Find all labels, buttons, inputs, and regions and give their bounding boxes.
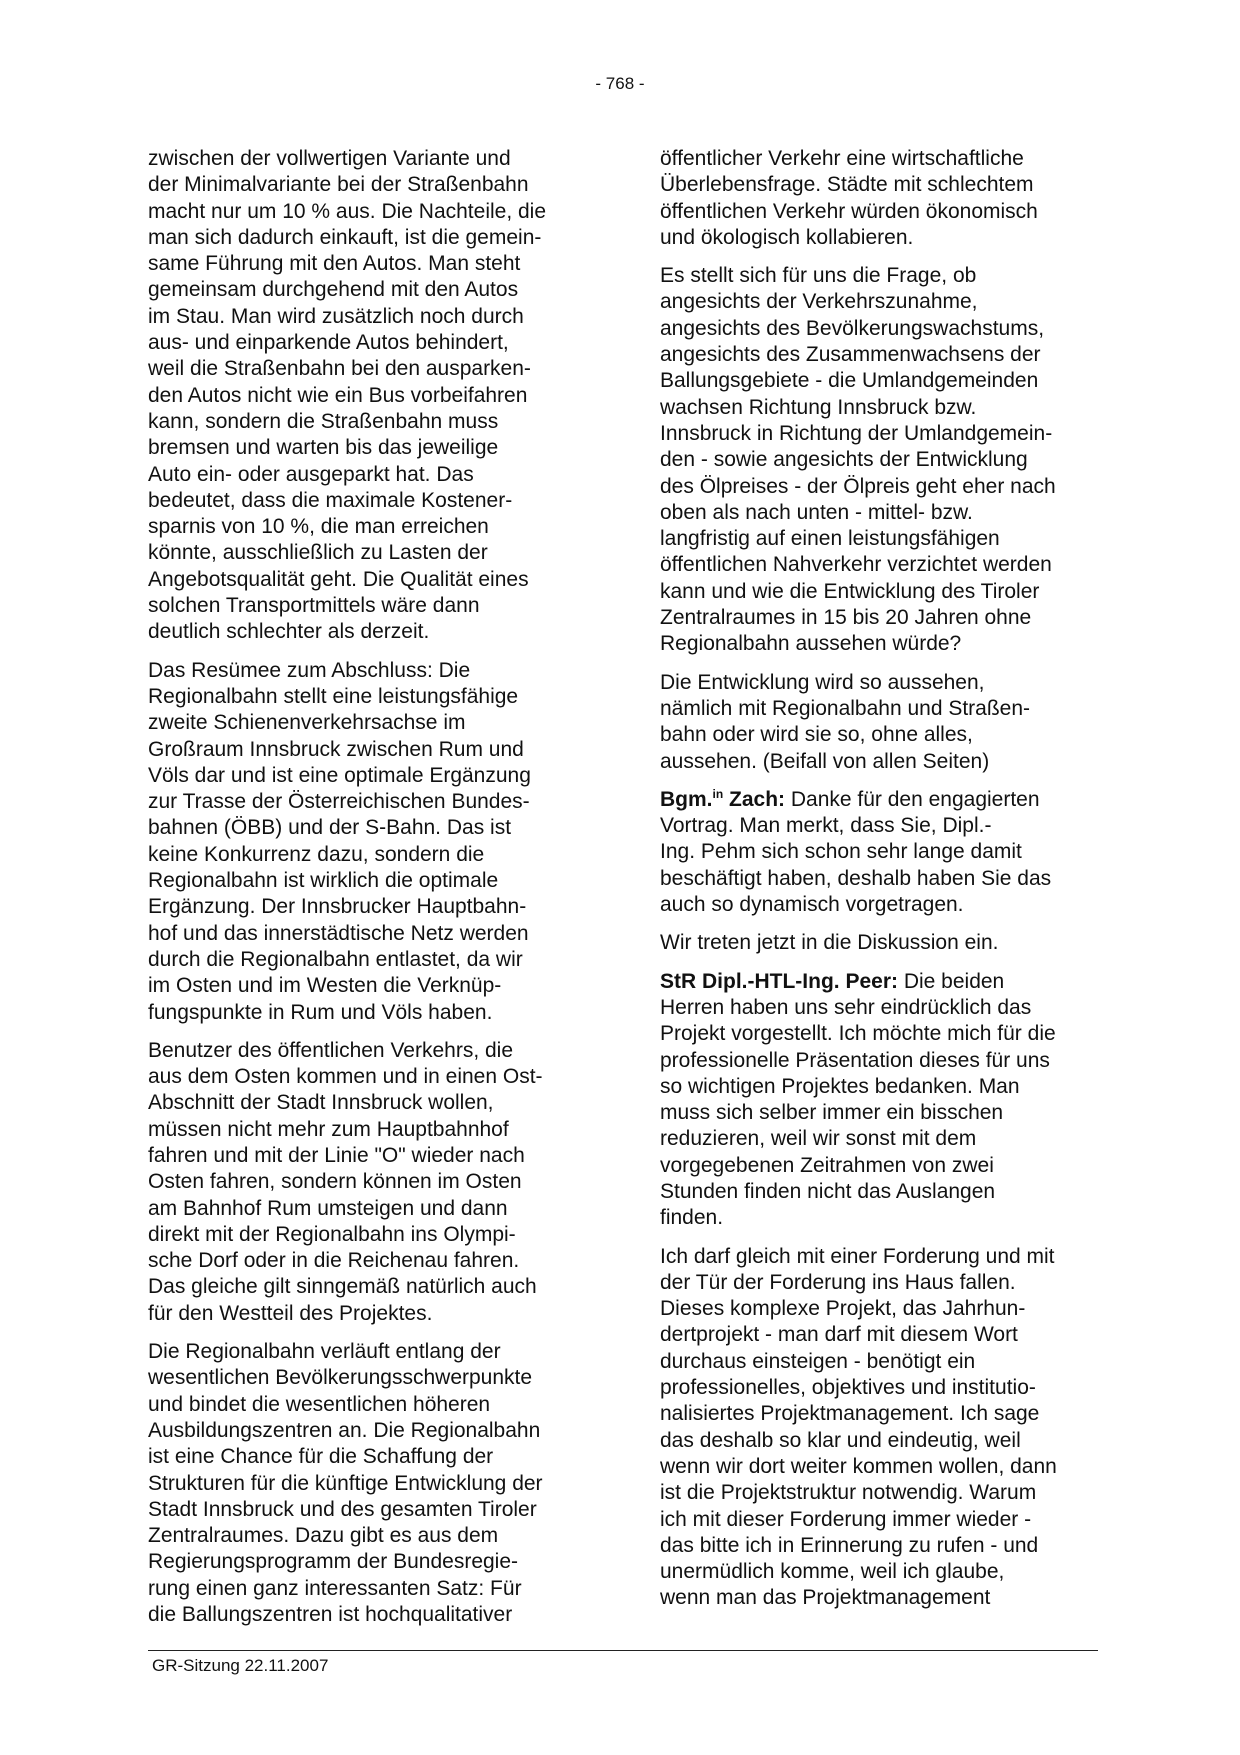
text-line: Angebotsqualität geht. Die Qualität eines: [148, 567, 529, 591]
text-line: den - sowie angesichts der Entwicklung: [660, 448, 1028, 472]
text-line: macht nur um 10 % aus. Die Nachteile, die: [148, 199, 547, 223]
text-line: Projekt vorgestellt. Ich möchte mich für die: [660, 1022, 1056, 1046]
text-line: wesentlichen Bevölkerungsschwerpunkte: [148, 1366, 533, 1390]
text-line: aus dem Osten kommen und in einen Ost-: [148, 1065, 543, 1089]
text-line: Benutzer des öffentlichen Verkehrs, die: [148, 1038, 514, 1062]
text-line: Die Regionalbahn verläuft entlang der: [148, 1340, 501, 1364]
text-line: zur Trasse der Österreichischen Bundes-: [148, 790, 530, 814]
text-line: Das Resümee zum Abschluss: Die: [148, 658, 471, 682]
text-line: bedeutet, dass die maximale Kostener-: [148, 488, 513, 512]
speech-mayor: [660, 787, 1098, 918]
text-line: angesichts des Bevölkerungswachstums,: [660, 316, 1045, 340]
text-line: hof und das innerstädtische Netz werden: [148, 921, 529, 945]
text-line: Das gleiche gilt sinngemäß natürlich auch: [148, 1275, 537, 1299]
text-line: bahn oder wird sie so, ohne alles,: [660, 723, 973, 747]
text-line: fungspunkte in Rum und Völs haben.: [148, 1000, 493, 1024]
text-line: Osten fahren, sondern können im Osten: [148, 1170, 522, 1194]
text-line: finden.: [660, 1206, 724, 1230]
text-line: Stadt Innsbruck und des gesamten Tiroler: [148, 1497, 537, 1521]
text-line: nalisiertes Projektmanagement. Ich sage: [660, 1402, 1040, 1426]
text-line: bremsen und warten bis das jeweilige: [148, 436, 499, 460]
paragraph: [660, 930, 1098, 956]
paragraph: [148, 658, 586, 1026]
speech-peer: [660, 969, 1098, 1232]
text-line: wenn man das Projektmanagement: [660, 1586, 991, 1610]
footer-text: GR-Sitzung 22.11.2007: [152, 1656, 329, 1675]
text-line: Ausbildungszentren an. Die Regionalbahn: [148, 1418, 541, 1442]
text-line: sche Dorf oder in die Reichenau fahren.: [148, 1249, 520, 1273]
text-line: der Tür der Forderung ins Haus fallen.: [660, 1270, 1016, 1294]
text-line: und bindet die wesentlichen höheren: [148, 1392, 491, 1416]
text-line: das deshalb so klar und eindeutig, weil: [660, 1428, 1021, 1452]
text-line: durch die Regionalbahn entlastet, da wir: [148, 947, 523, 971]
text-line: bahnen (ÖBB) und der S-Bahn. Das ist: [148, 816, 512, 840]
paragraph: [660, 146, 1098, 251]
text-line: öffentlichen Nahverkehr verzichtet werden: [660, 553, 1052, 577]
text-line: müssen nicht mehr zum Hauptbahnhof: [148, 1117, 509, 1141]
text-line: Völs dar und ist eine optimale Ergänzung: [148, 763, 531, 787]
paragraph: [148, 1339, 586, 1628]
text-line: Zentralraumes. Dazu gibt es aus dem: [148, 1524, 499, 1548]
text-line: Zentralraumes in 15 bis 20 Jahren ohne: [660, 606, 1032, 630]
text-line: oben als nach unten - mittel- bzw.: [660, 500, 973, 524]
text-line: keine Konkurrenz dazu, sondern die: [148, 842, 485, 866]
paragraph: [660, 263, 1098, 657]
text-line: ich mit dieser Forderung immer wieder -: [660, 1507, 1032, 1531]
text-line: wachsen Richtung Innsbruck bzw.: [660, 395, 977, 419]
text-line: direkt mit der Regionalbahn ins Olympi-: [148, 1222, 516, 1246]
text-line: deutlich schlechter als derzeit.: [148, 620, 430, 644]
text-line: unermüdlich komme, weil ich glaube,: [660, 1560, 1005, 1584]
text-line: Vortrag. Man merkt, dass Sie, Dipl.-: [660, 814, 992, 838]
text-line: man sich dadurch einkauft, ist die gemein-: [148, 225, 542, 249]
text-line: Ich darf gleich mit einer Forderung und mit: [660, 1244, 1055, 1268]
text-line: durchaus einsteigen - benötigt ein: [660, 1349, 976, 1373]
left-column: [148, 146, 586, 1640]
paragraph: [660, 670, 1098, 775]
text-line: Großraum Innsbruck zwischen Rum und: [148, 737, 524, 761]
text-line: rung einen ganz interessanten Satz: Für: [148, 1576, 522, 1600]
text-line: öffentlicher Verkehr eine wirtschaftliche: [660, 147, 1024, 170]
text-line: Strukturen für die künftige Entwicklung der: [148, 1471, 543, 1495]
text-line: zweite Schienenverkehrsachse im: [148, 711, 466, 735]
paragraph: [148, 146, 586, 646]
text-line: same Führung mit den Autos. Man steht: [148, 252, 521, 276]
text-line: muss sich selber immer ein bisschen: [660, 1101, 1004, 1125]
text-line: gemeinsam durchgehend mit den Autos: [148, 278, 519, 302]
text-line: dertprojekt - man darf mit diesem Wort: [660, 1323, 1018, 1347]
text-line: Wir treten jetzt in die Diskussion ein.: [660, 931, 999, 955]
page-number: - 768 -: [595, 74, 645, 93]
text-line: Herren haben uns sehr eindrücklich das: [660, 995, 1032, 1019]
text-line: öffentlichen Verkehr würden ökonomisch: [660, 199, 1038, 223]
text-line: Ergänzung. Der Innsbrucker Hauptbahn-: [148, 895, 527, 919]
text-line: im Osten und im Westen die Verknüp-: [148, 974, 502, 998]
text-line: ist die Projektstruktur notwendig. Warum: [660, 1481, 1037, 1505]
text-line: Es stellt sich für uns die Frage, ob: [660, 264, 977, 288]
text-line: angesichts der Verkehrszunahme,: [660, 290, 978, 314]
text-line: zwischen der vollwertigen Variante und: [148, 147, 511, 170]
text-line: Die Entwicklung wird so aussehen,: [660, 670, 985, 694]
right-column: [660, 146, 1098, 1624]
text-line: vorgegebenen Zeitrahmen von zwei: [660, 1153, 994, 1177]
text-line: so wichtigen Projektes bedanken. Man: [660, 1074, 1020, 1098]
speaker-name: StR Dipl.-HTL-Ing. Peer:: [660, 969, 898, 993]
text-line: sparnis von 10 %, die man erreichen: [148, 515, 489, 539]
text-line: Auto ein- oder ausgeparkt hat. Das: [148, 462, 474, 486]
text-line: kann und wie die Entwicklung des Tiroler: [660, 579, 1040, 603]
speech-first-line: Bgm.$^{in}$ Zach: Danke für den engagierten: [660, 786, 1040, 811]
text-line: reduzieren, weil wir sonst mit dem: [660, 1127, 977, 1151]
text-line: Regierungsprogramm der Bundesregie-: [148, 1550, 519, 1574]
text-line: Abschnitt der Stadt Innsbruck wollen,: [148, 1091, 494, 1115]
text-line: kann, sondern die Straßenbahn muss: [148, 409, 499, 433]
text-line: Dieses komplexe Projekt, das Jahrhun-: [660, 1297, 1026, 1321]
text-line: des Ölpreises - der Ölpreis geht eher nach: [660, 474, 1056, 498]
text-line: das bitte ich in Erinnerung zu rufen - und: [660, 1533, 1039, 1557]
text-line: professionelle Präsentation dieses für uns: [660, 1048, 1050, 1072]
text-line: aussehen. (Beifall von allen Seiten): [660, 749, 990, 773]
text-line: fahren und mit der Linie "O" wieder nach: [148, 1143, 525, 1167]
text-line: auch so dynamisch vorgetragen.: [660, 893, 964, 917]
text-line: aus- und einparkende Autos behindert,: [148, 331, 509, 355]
text-line: solchen Transportmittels wäre dann: [148, 594, 480, 618]
speaker-name: Bgm.$^{in}$ Zach:: [660, 786, 786, 811]
text-line: Ballungsgebiete - die Umlandgemeinden: [660, 369, 1039, 393]
text-line: Stunden finden nicht das Auslangen: [660, 1179, 996, 1203]
text-line: Regionalbahn stellt eine leistungsfähige: [148, 684, 519, 708]
text-line: Regionalbahn ist wirklich die optimale: [148, 869, 499, 893]
footer-rule: [148, 1650, 1098, 1651]
text-line: und ökologisch kollabieren.: [660, 225, 914, 249]
text-line: könnte, ausschließlich zu Lasten der: [148, 541, 488, 565]
text-line: Innsbruck in Richtung der Umlandgemein-: [660, 421, 1053, 445]
text-line: der Minimalvariante bei der Straßenbahn: [148, 173, 529, 197]
text-line: angesichts des Zusammenwachsens der: [660, 343, 1041, 367]
text-line: für den Westteil des Projektes.: [148, 1301, 433, 1325]
text-line: im Stau. Man wird zusätzlich noch durch: [148, 304, 524, 328]
speech-first-line: StR Dipl.-HTL-Ing. Peer: Die beiden: [660, 969, 1005, 993]
text-line: professionelles, objektives und institutio-: [660, 1376, 1036, 1400]
text-line: am Bahnhof Rum umsteigen und dann: [148, 1196, 508, 1220]
text-line: ist eine Chance für die Schaffung der: [148, 1445, 494, 1469]
text-line: Regionalbahn aussehen würde?: [660, 632, 962, 656]
text-line: Überlebensfrage. Städte mit schlechtem: [660, 173, 1034, 197]
text-line: nämlich mit Regionalbahn und Straßen-: [660, 696, 1031, 720]
paragraph: [148, 1038, 586, 1327]
text-line: den Autos nicht wie ein Bus vorbeifahren: [148, 383, 528, 407]
text-line: die Ballungszentren ist hochqualitativer: [148, 1603, 513, 1627]
paragraph: [660, 1244, 1098, 1612]
text-line: langfristig auf einen leistungsfähigen: [660, 527, 1000, 551]
text-line: Ing. Pehm sich schon sehr lange damit: [660, 840, 1022, 864]
text-line: weil die Straßenbahn bei den ausparken-: [148, 357, 531, 381]
text-line: beschäftigt haben, deshalb haben Sie das: [660, 866, 1052, 890]
text-line: wenn wir dort weiter kommen wollen, dann: [660, 1454, 1057, 1478]
